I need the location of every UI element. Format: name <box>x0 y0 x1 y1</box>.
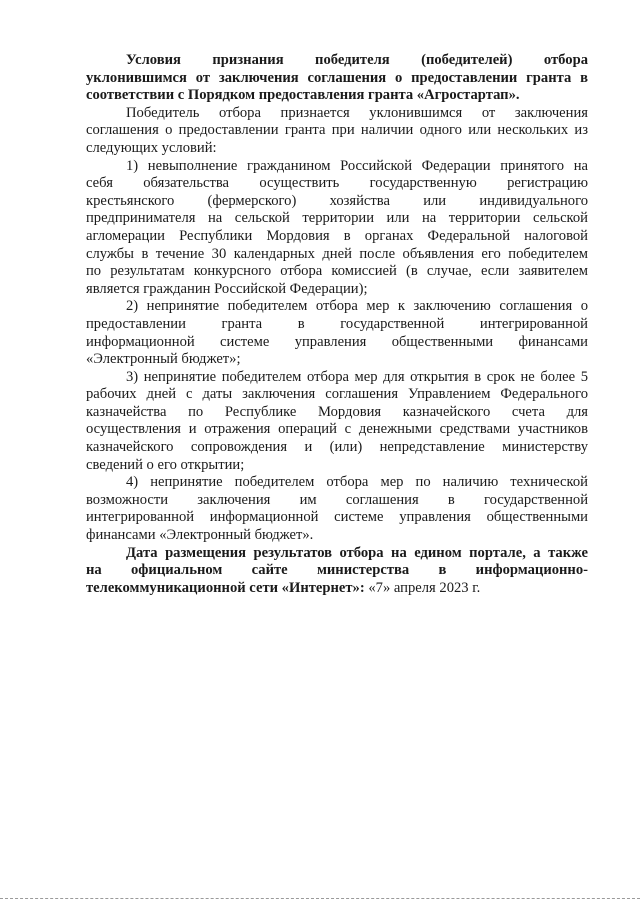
condition-line: 1) невыполнение гражданином Российской Федерации принятого на <box>126 157 588 174</box>
condition-line: рабочих дней с даты заключения соглашения Управлением Федерального <box>86 386 588 403</box>
section-heading <box>86 52 588 105</box>
document-body <box>86 52 588 597</box>
intro-line: соглашения о предоставлении гранта при наличии одного или нескольких из <box>86 122 588 139</box>
condition-4 <box>86 474 588 544</box>
condition-line: финансами «Электронный бюджет». <box>86 527 314 544</box>
condition-line: 2) непринятие победителем отбора мер к заключению соглашения о <box>126 298 588 315</box>
intro-line: следующих условий: <box>86 139 217 156</box>
condition-line: службы в течение 30 календарных дней после объявления его победителем <box>86 245 588 262</box>
condition-line: осуществления и отражения операций с денежными средствами участников <box>86 421 588 438</box>
condition-line: возможности заключения им соглашения в государственной <box>86 491 588 508</box>
publication-last-line <box>86 580 588 598</box>
condition-line: сведений о его открытии; <box>86 456 245 473</box>
intro-line: Победитель отбора признается уклонившимся от заключения <box>126 104 588 121</box>
publication-line: Дата размещения результатов отбора на едином портале, а также <box>126 544 588 561</box>
condition-line: «Электронный бюджет»; <box>86 351 241 368</box>
condition-line: казначейства по Республике Мордовия казначейского счета для <box>86 403 588 420</box>
publication-line: на официальном сайте министерства в информационно- <box>86 562 588 579</box>
condition-line: 3) непринятие победителем отбора мер для открытия в срок не более 5 <box>126 368 588 385</box>
heading-line: соответствии с Порядком предоставления гранта «Агростартап». <box>86 87 520 104</box>
page-bottom-divider <box>0 898 640 899</box>
condition-line: по результатам конкурсного отбора комиссией (в случае, если заявителем <box>86 263 588 280</box>
condition-line: крестьянского (фермерского) хозяйства или индивидуального <box>86 192 588 209</box>
condition-line: интегрированной информационной системе управления общественными <box>86 509 588 526</box>
condition-line: предпринимателя на сельской территории или на территории сельской <box>86 210 588 227</box>
condition-line: себя обязательства осуществить государственную регистрацию <box>86 175 588 192</box>
heading-line: уклонившимся от заключения соглашения о предоставлении гранта в <box>86 69 588 86</box>
publication-line: телекоммуникационной сети «Интернет»: <box>86 579 365 596</box>
condition-3 <box>86 369 588 475</box>
intro-paragraph <box>86 105 588 158</box>
condition-2 <box>86 298 588 368</box>
condition-line: является гражданин Российской Федерации); <box>86 280 368 297</box>
condition-line: информационной системе управления общественными финансами <box>86 333 588 350</box>
condition-line: 4) непринятие победителем отбора мер по наличию технической <box>126 474 588 491</box>
condition-line: агломерации Республики Мордовия в органах Федеральной налоговой <box>86 227 588 244</box>
condition-line: казначейского сопровождения и (или) непредставление министерству <box>86 439 588 456</box>
condition-line: предоставлении гранта в государственной интегрированной <box>86 315 588 332</box>
heading-line: Условия признания победителя (победителей) отбора <box>126 52 588 68</box>
publication-date-paragraph <box>86 545 588 598</box>
condition-1 <box>86 158 588 299</box>
publication-date: «7» апреля 2023 г. <box>364 579 481 596</box>
